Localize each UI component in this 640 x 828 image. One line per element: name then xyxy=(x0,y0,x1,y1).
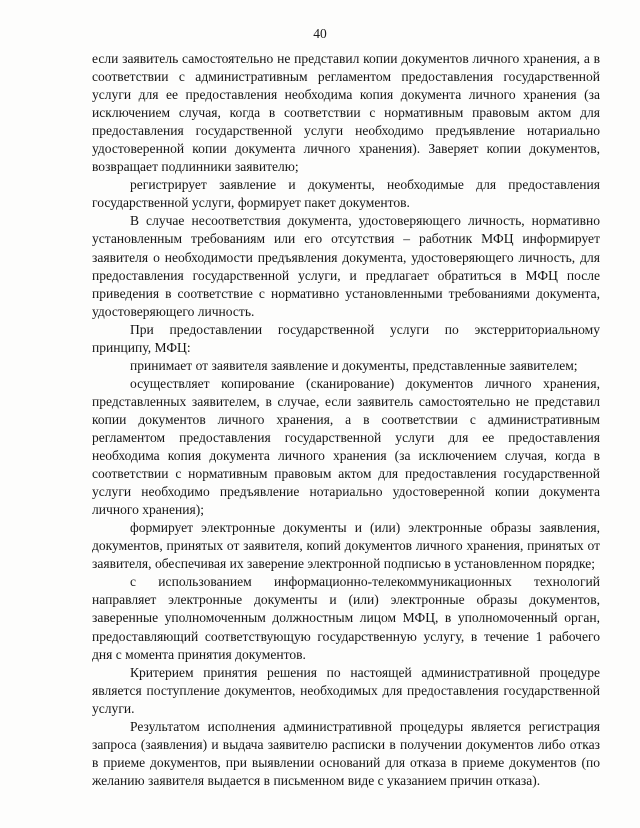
paragraph-decision-criterion: Критерием принятия решения по настоящей административной процедуре является поступление документов, необходимых для предоставления государственной услуги. xyxy=(92,664,600,716)
paragraph-identity-mismatch: В случае несоответствия документа, удостоверяющего личность, нормативно установленным требованиям или его отсутствия – работник МФЦ информирует заявителя о необходимости предъявления документа, удостоверяющего личность, для предоставления государственной услуги, и предлагает обратиться в МФЦ после приведения в соответствие с нормативно установленными требованиями документа, удостоверяющего личность. xyxy=(92,213,600,319)
paragraph-sends-documents: с использованием информационно-телекоммуникационных технологий направляет электронные документы и (или) электронные образы документов, заверенные уполномоченным должностным лицом МФЦ, в уполномоченный орган, предоставляющий соответствующую государственную услугу, в течение 1 рабочего дня с момента принятия документов. xyxy=(92,574,600,662)
paragraph-continuation: если заявитель самостоятельно не представил копии документов личного хранения, а в соответствии с административным регламентом предоставления государственной услуги для ее предоставления необходима копия документа личного хранения (за исключением случая, когда в соответствии с нормативным правовым актом для предоставления государственной услуги необходимо предъявление нотариально удостоверенной копии документа личного хранения). Заверяет копии документов, возвращает подлинники заявителю; xyxy=(92,51,600,175)
paragraph-extraterritorial-intro: При предоставлении государственной услуги по экстерриториальному принципу, МФЦ: xyxy=(92,321,600,355)
paragraph-register-application: регистрирует заявление и документы, необходимые для предоставления государственной услуги, формирует пакет документов. xyxy=(92,177,600,211)
page-number: 40 xyxy=(313,26,327,41)
document-body xyxy=(92,50,600,790)
paragraph-copying-documents: осуществляет копирование (сканирование) документов личного хранения, представленных заявителем, в случае, если заявитель самостоятельно не представил копии документов личного хранения, а в соответствии с административным регламентом предоставления государственной услуги для ее предоставления необходима копия документа личного хранения (за исключением случая, когда в соответствии с нормативным правовым актом для предоставления государственной услуги необходимо предъявление нотариально удостоверенной копии документа личного хранения); xyxy=(92,375,600,518)
paragraph-procedure-result: Результатом исполнения административной процедуры является регистрация запроса (заявления) и выдача заявителю расписки в получении документов либо отказ в приеме документов, при выявлении оснований для отказа в приеме документов (по желанию заявителя выдается в письменном виде с указанием причин отказа). xyxy=(92,718,600,788)
paragraph-accepts-application: принимает от заявителя заявление и документы, представленные заявителем; xyxy=(130,357,578,373)
paragraph-electronic-documents: формирует электронные документы и (или) электронные образы заявления, документов, принятых от заявителя, копий документов личного хранения, принятых от заявителя, обеспечивая их заверение электронной подписью в установленном порядке; xyxy=(92,520,600,572)
